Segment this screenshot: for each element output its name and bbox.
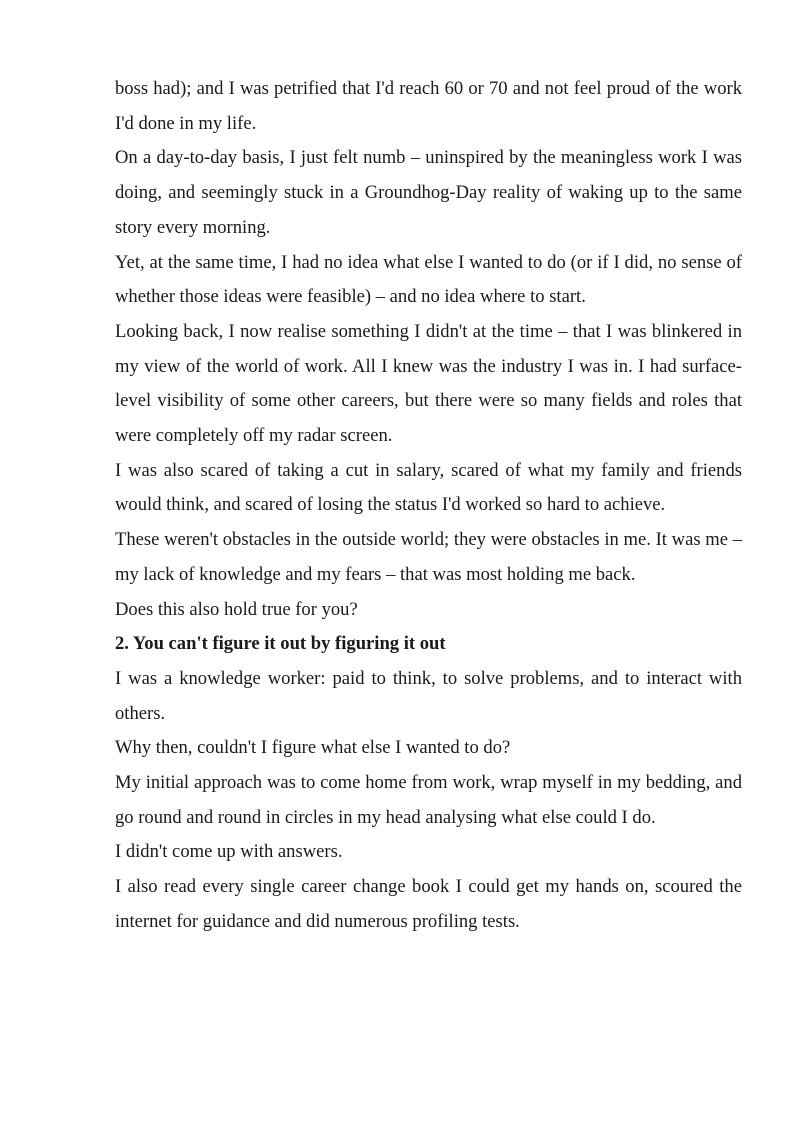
document-page: [115, 72, 742, 940]
section-heading: 2. You can't figure it out by figuring it out: [115, 633, 446, 655]
paragraph: I was also scared of taking a cut in salary, scared of what my family and friends would think, and scared of losing the status I'd worked so hard to achieve.: [115, 459, 742, 516]
paragraph: Looking back, I now realise something I didn't at the time – that I was blinkered in my view of the world of work. All I knew was the industry I was in. I had surface-level visibility of some other careers, but there were so many fields and roles that were completely off my radar screen.: [115, 320, 742, 447]
paragraph: My initial approach was to come home from work, wrap myself in my bedding, and go round and round in circles in my head analysing what else could I do.: [115, 772, 742, 828]
paragraph: I also read every single career change book I could get my hands on, scoured the internet for guidance and did numerous profiling tests.: [115, 876, 742, 932]
paragraph: Yet, at the same time, I had no idea what else I wanted to do (or if I did, no sense of whether those ideas were feasible) – and no idea where to start.: [115, 251, 742, 308]
paragraph: boss had); and I was petrified that I'd reach 60 or 70 and not feel proud of the work I'd done in my life.: [115, 78, 742, 134]
paragraph: I was a knowledge worker: paid to think, to solve problems, and to interact with others.: [115, 667, 742, 724]
paragraph: Does this also hold true for you?: [115, 598, 358, 620]
paragraph: These weren't obstacles in the outside world; they were obstacles in me. It was me – my lack of knowledge and my fears – that was most holding me back.: [115, 529, 742, 585]
paragraph: Why then, couldn't I figure what else I wanted to do?: [115, 737, 511, 759]
paragraph: I didn't come up with answers.: [115, 841, 343, 863]
paragraph: On a day-to-day basis, I just felt numb – uninspired by the meaningless work I was doing, and seemingly stuck in a Groundhog-Day reality of waking up to the same story every morning.: [115, 147, 742, 238]
